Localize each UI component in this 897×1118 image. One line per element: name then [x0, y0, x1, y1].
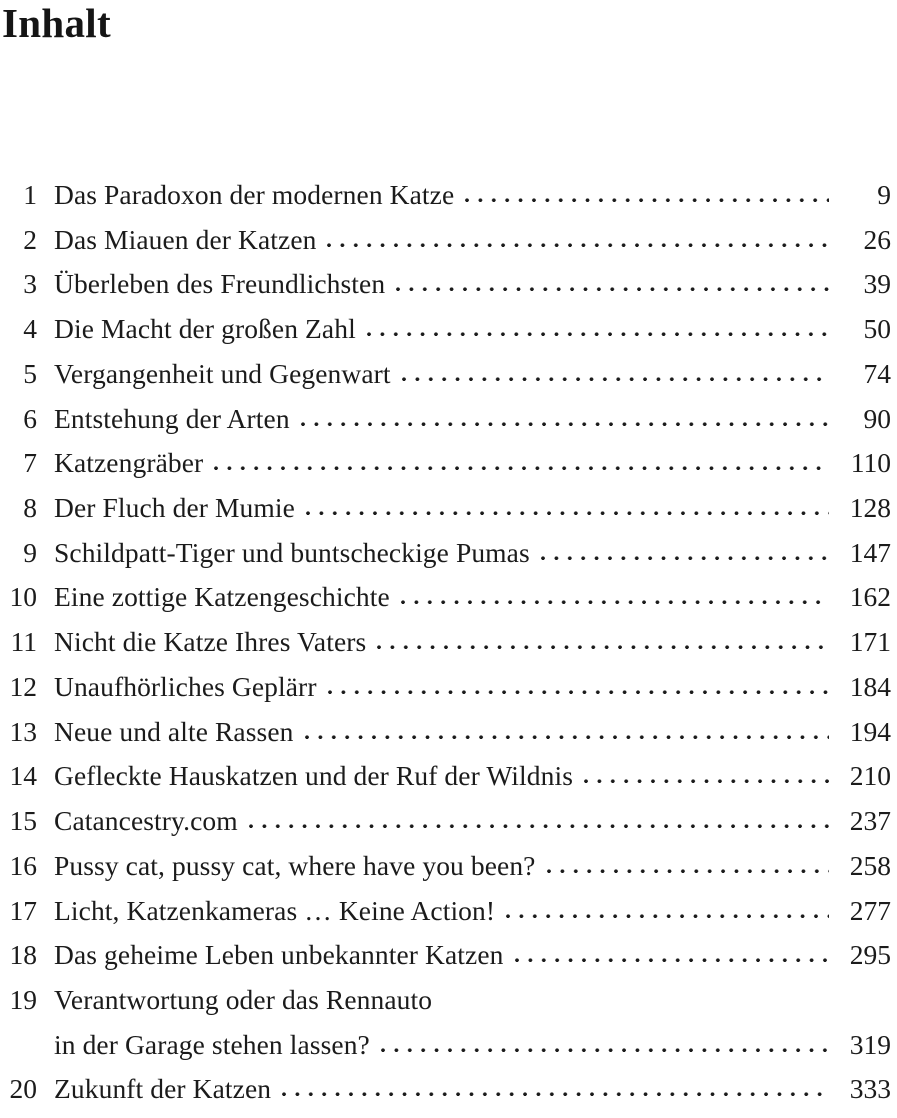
page-number: 26 [863, 223, 891, 255]
chapter-title: Der Fluch der Mumie [54, 492, 295, 524]
chapter-title: Vergangenheit und Gegenwart [54, 357, 391, 389]
chapter-number: 1 [23, 179, 37, 210]
chapter-number: 13 [9, 715, 37, 747]
page-title: Inhalt [2, 0, 111, 46]
chapter-number: 17 [9, 894, 37, 926]
chapter-title: in der Garage stehen lassen? [54, 1028, 370, 1060]
chapter-title: Gefleckte Hauskatzen und der Ruf der Wildnis [54, 760, 574, 792]
dot-leader [214, 466, 829, 472]
page-number: 147 [849, 536, 891, 568]
page-number: 277 [849, 894, 891, 926]
page-number: 162 [849, 581, 891, 613]
toc-entry [0, 403, 897, 448]
page-number: 128 [849, 492, 891, 524]
toc-entry [0, 224, 897, 269]
page-number: 258 [849, 849, 891, 881]
dot-leader [306, 511, 829, 517]
toc-entry [0, 939, 897, 984]
toc-entry [0, 760, 897, 805]
dot-leader [515, 958, 829, 964]
dot-leader [396, 287, 829, 293]
toc-entry [0, 984, 897, 1029]
chapter-title: Neue und alte Rassen [54, 715, 294, 747]
toc-entry [0, 581, 897, 626]
chapter-title: Entstehung der Arten [54, 402, 290, 434]
dot-leader [465, 198, 829, 204]
toc-entry [0, 268, 897, 313]
dot-leader [381, 1048, 829, 1054]
dot-leader [282, 1092, 829, 1098]
chapter-title: Pussy cat, pussy cat, where have you been? [54, 849, 536, 881]
chapter-number: 16 [9, 849, 37, 881]
chapter-title: Schildpatt-Tiger und buntscheckige Pumas [54, 536, 530, 568]
chapter-number: 5 [23, 357, 37, 389]
dot-leader [328, 690, 829, 696]
page-number: 9 [877, 179, 891, 210]
dot-leader [541, 556, 829, 562]
chapter-title: Licht, Katzenkameras … Keine Action! [54, 894, 496, 926]
chapter-title: Nicht die Katze Ihres Vaters [54, 626, 367, 658]
dot-leader [305, 735, 830, 741]
page-number: 295 [849, 939, 891, 971]
page-number: 50 [863, 313, 891, 345]
chapter-title: Das geheime Leben unbekannter Katzen [54, 939, 504, 971]
page-number: 110 [850, 447, 891, 479]
dot-leader [249, 824, 829, 830]
chapter-number: 12 [9, 670, 37, 702]
dot-leader [443, 1003, 829, 1009]
chapter-number: 18 [9, 939, 37, 971]
page-number: 194 [849, 715, 891, 747]
toc-entry [0, 671, 897, 716]
chapter-number: 10 [9, 581, 37, 613]
dot-leader [402, 377, 829, 383]
toc-entry [0, 447, 897, 492]
toc-entry [0, 492, 897, 537]
toc-list [0, 179, 897, 1118]
toc-entry [0, 537, 897, 582]
chapter-title: Verantwortung oder das Rennauto [54, 983, 433, 1015]
chapter-number: 6 [23, 402, 37, 434]
chapter-title: Das Paradoxon der modernen Katze [54, 179, 455, 210]
toc-entry [0, 805, 897, 850]
page-number: 39 [863, 268, 891, 300]
chapter-title: Katzengräber [54, 447, 204, 479]
toc-entry [0, 358, 897, 403]
chapter-number: 8 [23, 492, 37, 524]
chapter-title: Die Macht der großen Zahl [54, 313, 356, 345]
chapter-number: 15 [9, 805, 37, 837]
chapter-number: 2 [23, 223, 37, 255]
dot-leader [401, 600, 829, 606]
dot-leader [327, 243, 829, 249]
dot-leader [377, 645, 829, 651]
toc-entry [0, 626, 897, 671]
toc-entry [0, 716, 897, 761]
page-number: 210 [849, 760, 891, 792]
chapter-number: 9 [23, 536, 37, 568]
dot-leader [584, 779, 829, 785]
chapter-number: 11 [10, 626, 37, 658]
dot-leader [301, 422, 829, 428]
toc-entry [0, 313, 897, 358]
toc-entry [0, 895, 897, 940]
page-number: 184 [849, 670, 891, 702]
dot-leader [367, 332, 829, 338]
chapter-number: 20 [9, 1073, 37, 1105]
chapter-title: Überleben des Freundlichsten [54, 268, 386, 300]
toc-entry [0, 850, 897, 895]
toc-entry [0, 179, 897, 224]
dot-leader [547, 869, 830, 875]
toc-entry [0, 1029, 897, 1074]
page-number: 319 [849, 1028, 891, 1060]
dot-leader [506, 914, 829, 920]
chapter-title: Das Miauen der Katzen [54, 223, 317, 255]
toc-entry [0, 1073, 897, 1118]
chapter-title: Unaufhörliches Geplärr [54, 670, 317, 702]
chapter-number: 7 [23, 447, 37, 479]
chapter-number: 4 [23, 313, 37, 345]
page-number: 90 [863, 402, 891, 434]
page-number: 74 [863, 357, 891, 389]
chapter-number: 14 [9, 760, 37, 792]
chapter-title: Eine zottige Katzengeschichte [54, 581, 390, 613]
chapter-number: 3 [23, 268, 37, 300]
page-number: 171 [849, 626, 891, 658]
chapter-title: Catancestry.com [54, 805, 238, 837]
page-number: 237 [849, 805, 891, 837]
chapter-number: 19 [9, 983, 37, 1015]
chapter-title: Zukunft der Katzen [54, 1073, 272, 1105]
page-number: 333 [849, 1073, 891, 1105]
